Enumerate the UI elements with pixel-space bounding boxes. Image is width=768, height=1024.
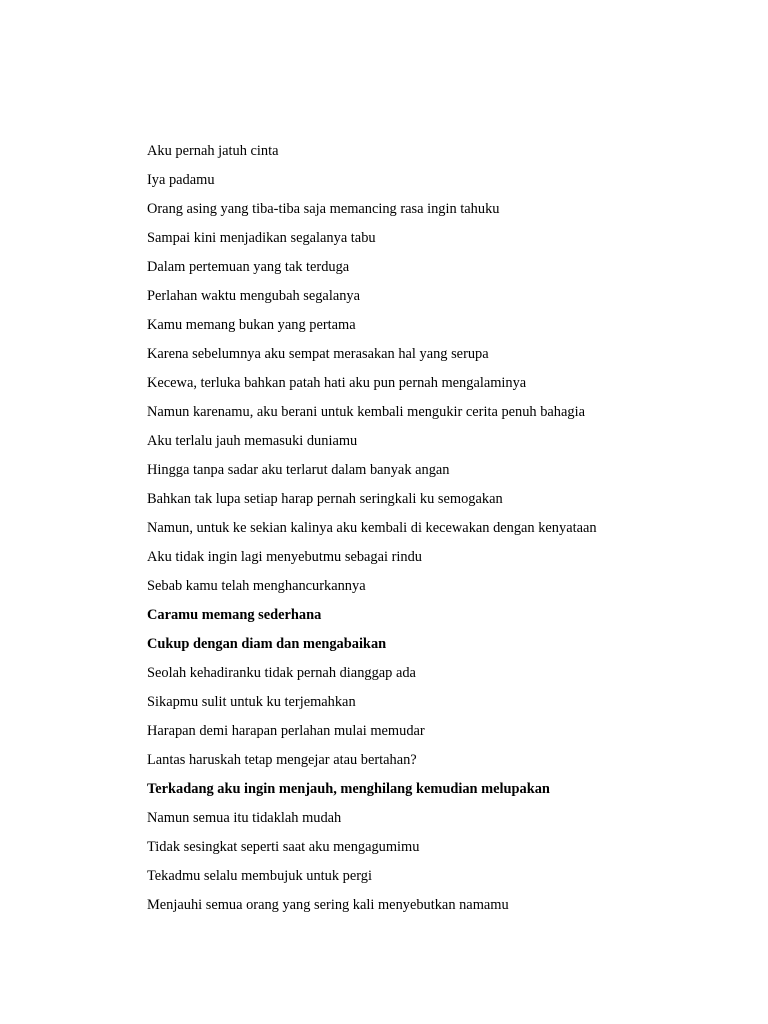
- poem-line: Caramu memang sederhana: [147, 607, 322, 623]
- poem-line: Tekadmu selalu membujuk untuk pergi: [147, 868, 372, 884]
- poem-line: Perlahan waktu mengubah segalanya: [147, 288, 360, 304]
- poem-line: Namun, untuk ke sekian kalinya aku kembali di kecewakan dengan kenyataan: [147, 520, 597, 536]
- poem-line: Lantas haruskah tetap mengejar atau bertahan?: [147, 752, 417, 768]
- poem-line: Aku tidak ingin lagi menyebutmu sebagai rindu: [147, 549, 422, 565]
- poem-body: [147, 137, 747, 920]
- poem-line: Kecewa, terluka bahkan patah hati aku pun pernah mengalaminya: [147, 375, 527, 391]
- poem-line: Sikapmu sulit untuk ku terjemahkan: [147, 694, 356, 710]
- poem-line: Seolah kehadiranku tidak pernah dianggap ada: [147, 665, 416, 681]
- poem-line: Cukup dengan diam dan mengabaikan: [147, 636, 387, 652]
- poem-line: Sampai kini menjadikan segalanya tabu: [147, 230, 376, 246]
- poem-line: Namun karenamu, aku berani untuk kembali mengukir cerita penuh bahagia: [147, 404, 585, 420]
- poem-line: Hingga tanpa sadar aku terlarut dalam banyak angan: [147, 462, 450, 478]
- poem-line: Bahkan tak lupa setiap harap pernah seringkali ku semogakan: [147, 491, 503, 507]
- poem-line: Aku pernah jatuh cinta: [147, 143, 279, 159]
- poem-line: Terkadang aku ingin menjauh, menghilang kemudian melupakan: [147, 781, 550, 797]
- poem-line: Harapan demi harapan perlahan mulai memudar: [147, 723, 425, 739]
- poem-line: Kamu memang bukan yang pertama: [147, 317, 356, 333]
- poem-line: Orang asing yang tiba-tiba saja memancing rasa ingin tahuku: [147, 201, 500, 217]
- poem-line: Menjauhi semua orang yang sering kali menyebutkan namamu: [147, 897, 509, 913]
- poem-line: Tidak sesingkat seperti saat aku mengagumimu: [147, 839, 420, 855]
- poem-line: Sebab kamu telah menghancurkannya: [147, 578, 366, 594]
- poem-line: Karena sebelumnya aku sempat merasakan hal yang serupa: [147, 346, 489, 362]
- poem-line: Iya padamu: [147, 172, 215, 188]
- poem-line: Aku terlalu jauh memasuki duniamu: [147, 433, 358, 449]
- poem-line: Dalam pertemuan yang tak terduga: [147, 259, 350, 275]
- poem-line: Namun semua itu tidaklah mudah: [147, 810, 342, 826]
